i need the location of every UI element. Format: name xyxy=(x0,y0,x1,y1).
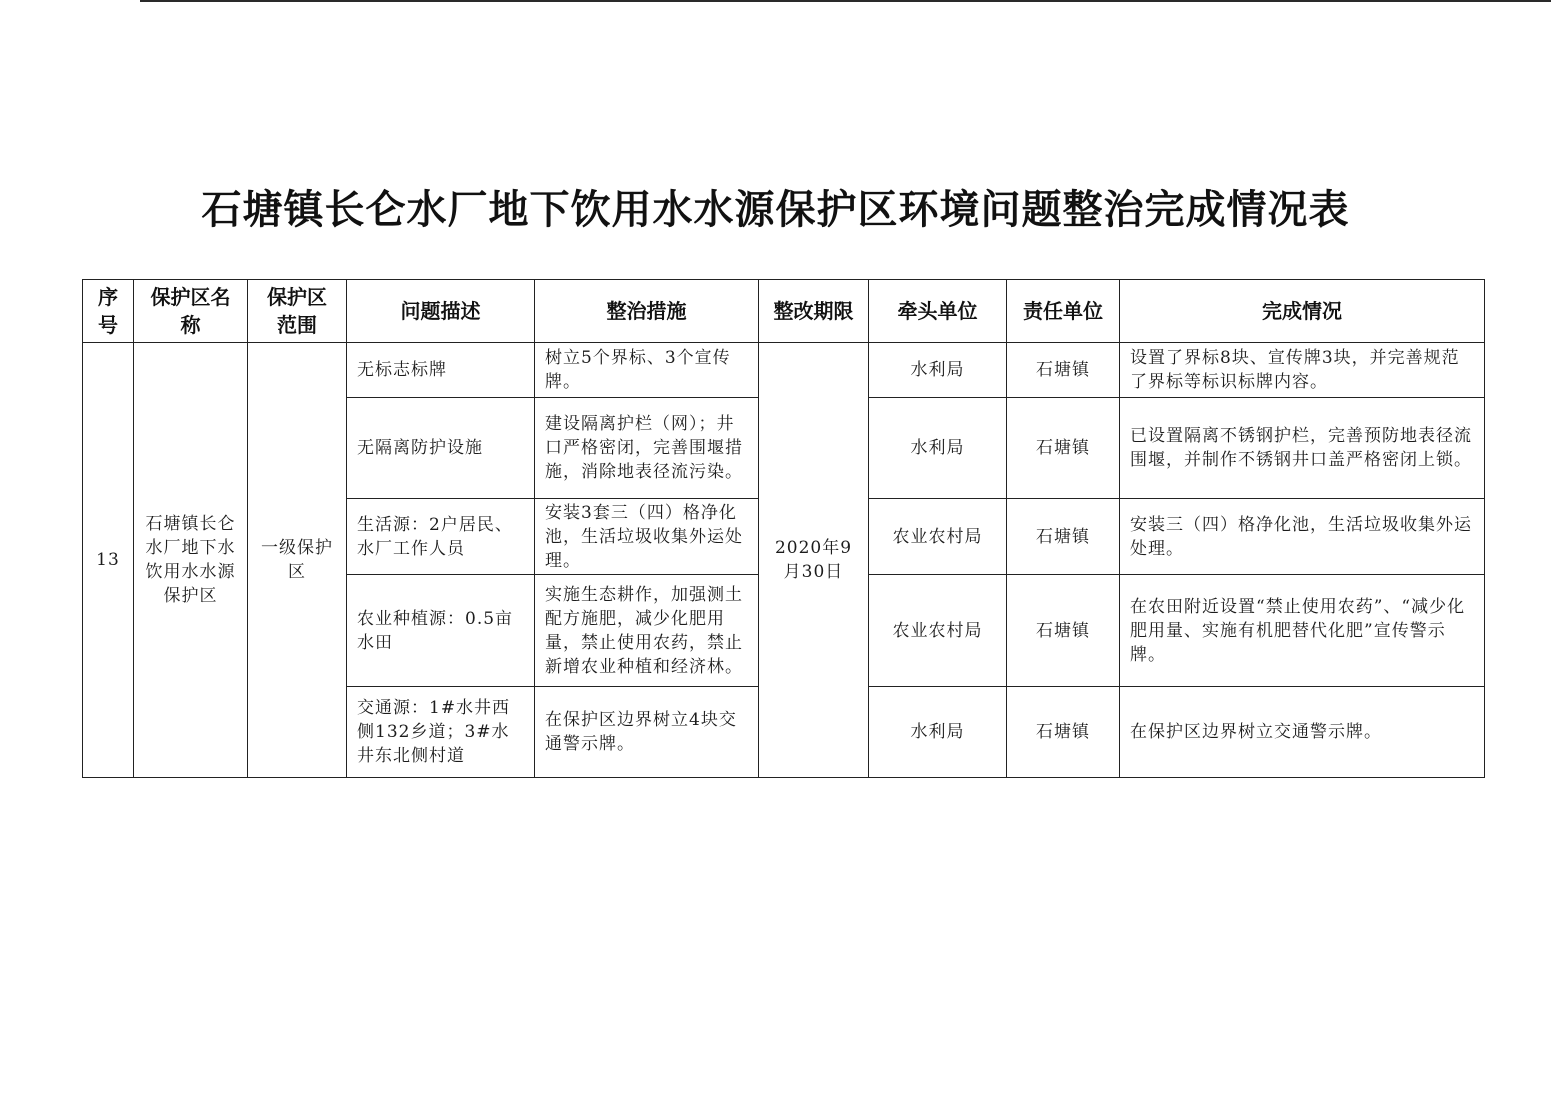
cell-deadline: 2020年9月30日 xyxy=(759,343,869,778)
header-measures: 整治措施 xyxy=(535,280,759,343)
header-area-name: 保护区名称 xyxy=(134,280,248,343)
cell-measures: 安装3套三（四）格净化池，生活垃圾收集外运处理。 xyxy=(535,499,759,575)
cell-problem: 农业种植源：0.5亩水田 xyxy=(347,575,535,687)
header-responsible-unit: 责任单位 xyxy=(1007,280,1120,343)
cell-measures: 在保护区边界树立4块交通警示牌。 xyxy=(535,687,759,778)
cell-status: 在保护区边界树立交通警示牌。 xyxy=(1120,687,1485,778)
header-lead-unit: 牵头单位 xyxy=(869,280,1007,343)
table-header-row xyxy=(83,280,1485,343)
cell-problem: 无隔离防护设施 xyxy=(347,398,535,499)
cell-problem: 生活源：2户居民、水厂工作人员 xyxy=(347,499,535,575)
header-deadline: 整改期限 xyxy=(759,280,869,343)
page-title: 石塘镇长仑水厂地下饮用水水源保护区环境问题整治完成情况表 xyxy=(201,187,1350,233)
cell-responsible-unit: 石塘镇 xyxy=(1007,398,1120,499)
cell-lead-unit: 水利局 xyxy=(869,398,1007,499)
cell-responsible-unit: 石塘镇 xyxy=(1007,499,1120,575)
cell-measures: 建设隔离护栏（网）；井口严格密闭，完善围堰措施，消除地表径流污染。 xyxy=(535,398,759,499)
cell-status: 安装三（四）格净化池，生活垃圾收集外运处理。 xyxy=(1120,499,1485,575)
table-row xyxy=(83,343,1485,398)
cell-lead-unit: 农业农村局 xyxy=(869,575,1007,687)
header-status: 完成情况 xyxy=(1120,280,1485,343)
cell-measures: 树立5个界标、3个宣传牌。 xyxy=(535,343,759,398)
cell-responsible-unit: 石塘镇 xyxy=(1007,343,1120,398)
cell-lead-unit: 水利局 xyxy=(869,343,1007,398)
cell-status: 已设置隔离不锈钢护栏，完善预防地表径流围堰，并制作不锈钢井口盖严格密闭上锁。 xyxy=(1120,398,1485,499)
cell-problem: 无标志标牌 xyxy=(347,343,535,398)
top-border-line xyxy=(140,0,1551,2)
cell-lead-unit: 农业农村局 xyxy=(869,499,1007,575)
cell-status: 在农田附近设置“禁止使用农药”、“减少化肥用量、实施有机肥替代化肥”宣传警示牌。 xyxy=(1120,575,1485,687)
cell-status: 设置了界标8块、宣传牌3块，并完善规范了界标等标识标牌内容。 xyxy=(1120,343,1485,398)
cell-area-name: 石塘镇长仑水厂地下水饮用水水源保护区 xyxy=(134,343,248,778)
cell-index: 13 xyxy=(83,343,134,778)
cell-responsible-unit: 石塘镇 xyxy=(1007,687,1120,778)
header-index: 序号 xyxy=(83,280,134,343)
cell-area-scope: 一级保护区 xyxy=(248,343,347,778)
cell-lead-unit: 水利局 xyxy=(869,687,1007,778)
rectification-status-table xyxy=(82,279,1485,778)
header-area-scope: 保护区范围 xyxy=(248,280,347,343)
cell-measures: 实施生态耕作，加强测土配方施肥，减少化肥用量，禁止使用农药，禁止新增农业种植和经济林。 xyxy=(535,575,759,687)
cell-problem: 交通源：1#水井西侧132乡道；3#水井东北侧村道 xyxy=(347,687,535,778)
cell-responsible-unit: 石塘镇 xyxy=(1007,575,1120,687)
header-problem: 问题描述 xyxy=(347,280,535,343)
